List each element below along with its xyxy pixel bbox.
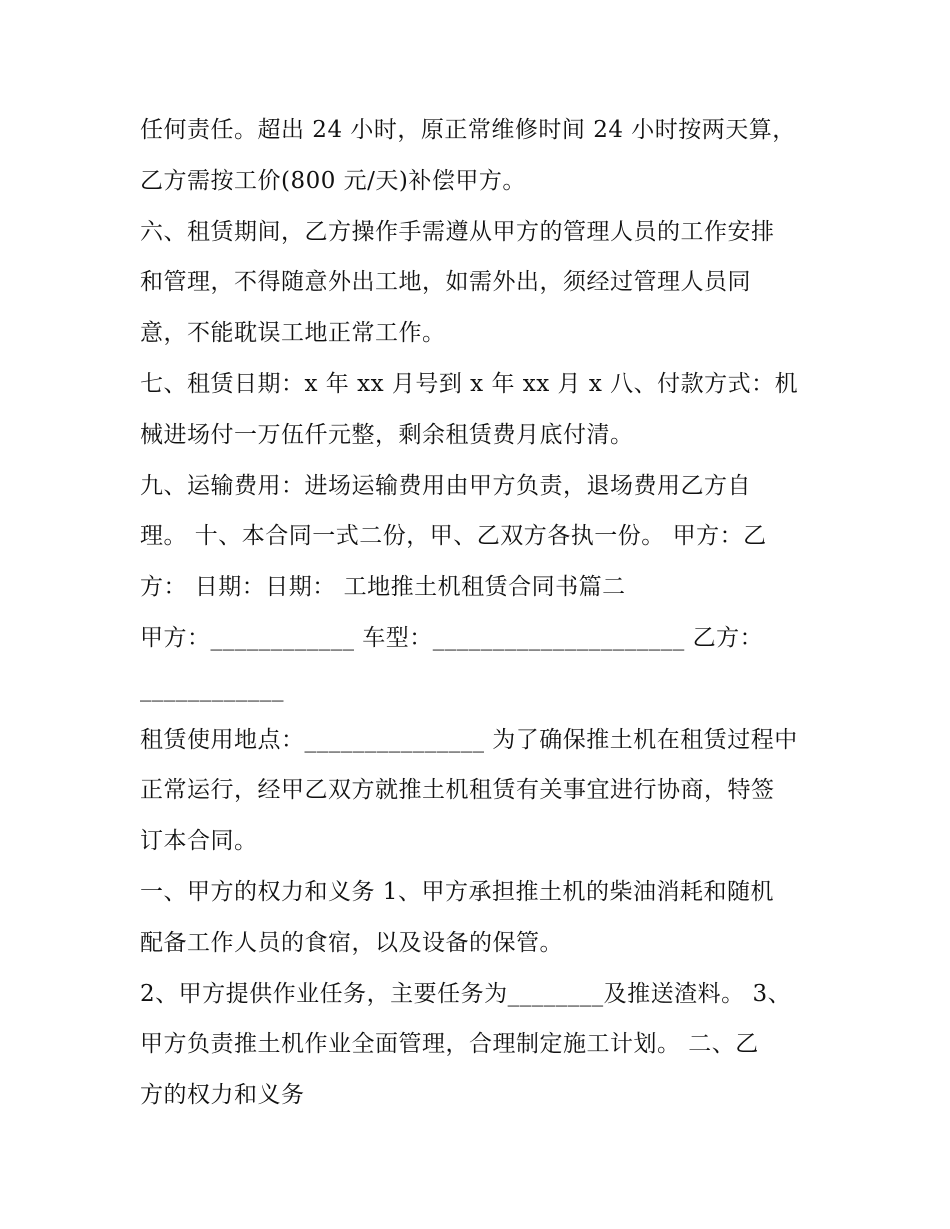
text-line: 2、甲方提供作业任务，主要任务为________及推送渣料。 3、 — [140, 980, 792, 1007]
document-body — [140, 105, 820, 1121]
text-line: 订本合同。 — [140, 828, 258, 855]
text-line: 九、运输费用：进场运输费用由甲方负责，退场费用乙方自 — [140, 472, 751, 499]
text-line: 方的权力和义务 — [140, 1082, 305, 1109]
text-line: 任何责任。超出 24 小时，原正常维修时间 24 小时按两天算， — [140, 117, 796, 143]
text-line: 正常运行，经甲乙双方就推土机租赁有关事宜进行协商，特签 — [140, 777, 775, 804]
text-line: 乙方需按工价(800 元/天)补偿甲方。 — [140, 167, 526, 194]
text-line: 甲方：____________ 车型：_____________________ 乙方： — [140, 624, 764, 651]
text-line: 和管理，不得随意外出工地，如需外出，须经过管理人员同 — [140, 269, 751, 296]
text-line: 租赁使用地点：_______________ 为了确保推土机在租赁过程中 — [140, 726, 798, 753]
text-line: 配备工作人员的食宿，以及设备的保管。 — [140, 929, 563, 956]
text-line: 方： 日期：日期： 工地推土机租赁合同书篇二 — [140, 574, 626, 601]
text-line: 一、甲方的权力和义务 1、甲方承担推土机的柴油消耗和随机 — [140, 878, 774, 905]
text-line: ____________ — [140, 675, 284, 702]
text-line: 甲方负责推土机作业全面管理，合理制定施工计划。 二、乙 — [140, 1031, 759, 1058]
text-line: 意，不能耽误工地正常工作。 — [140, 320, 446, 347]
text-line: 械进场付一万伍仟元整，剩余租赁费月底付清。 — [140, 421, 634, 448]
text-line: 理。 十、本合同一式二份，甲、乙双方各执一份。 甲方：乙 — [140, 523, 767, 550]
text-line: 六、租赁期间，乙方操作手需遵从甲方的管理人员的工作安排 — [140, 218, 775, 245]
text-line: 七、租赁日期：x 年 xx 月号到 x 年 xx 月 x 八、付款方式：机 — [140, 370, 799, 397]
